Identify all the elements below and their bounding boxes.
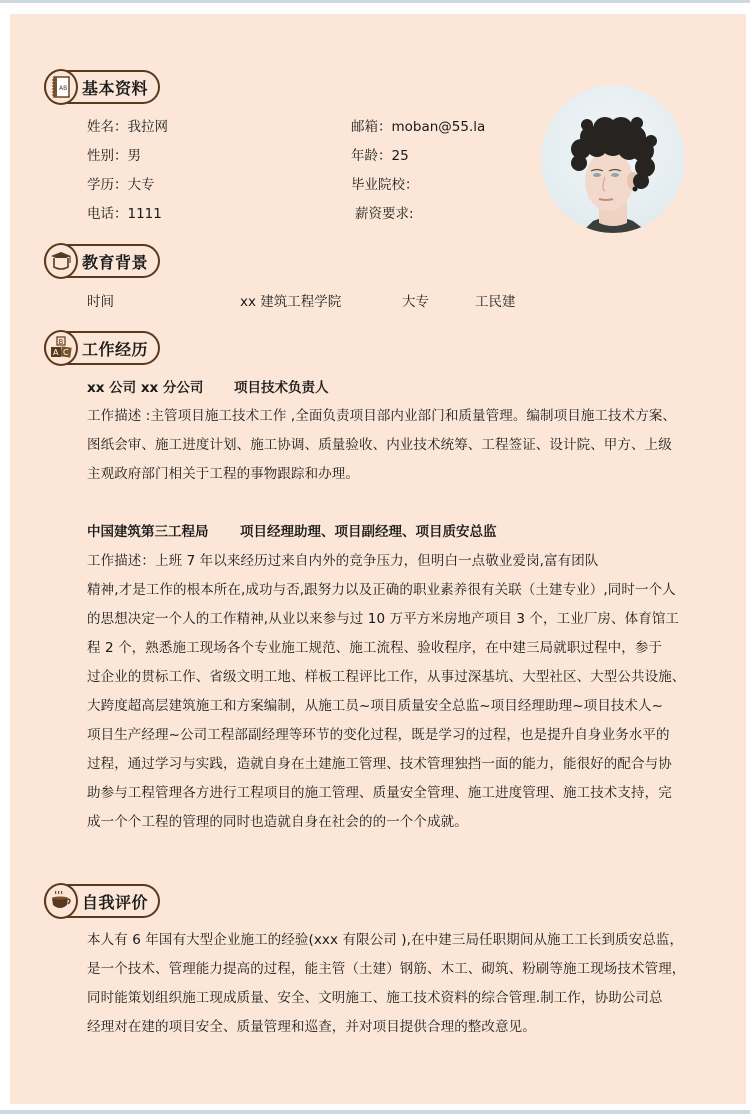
job-description-line: 程 2 个，熟悉施工现场各个专业施工规范、施工流程、验收程序，在中建三局就职过程中，参于 (87, 640, 663, 656)
job-description-line: 图纸会审、施工进度计划、施工协调、质量验收、内业技术统筹、工程签证、设计院、甲方、上级 (87, 437, 672, 453)
job-description-line: 大跨度超高层建筑施工和方案编制，从施工员~项目质量安全总监~项目经理助理~项目技术人~ (87, 698, 664, 714)
resume-page (10, 14, 746, 1104)
svg-text:AB: AB (58, 85, 68, 92)
education-school: xx 建筑工程学院 (240, 294, 342, 310)
job-description-line: 过程，通过学习与实践，造就自身在土建施工管理、技术管理独挡一面的能力，能很好的配合与协 (87, 756, 672, 772)
field-value: 大专 (127, 177, 155, 193)
field-value: 我拉网 (127, 119, 168, 135)
section-title-basic: 基本资料 (81, 78, 148, 98)
profile-photo (541, 85, 685, 233)
field-salary (355, 202, 414, 222)
education-degree: 大专 (402, 294, 429, 310)
job-description-line: 工作描述 :主管项目施工技术工作 ,全面负责项目部内业部门和质量管理。编制项目施工技术方案、 (87, 408, 677, 424)
coffee-cup-icon (44, 883, 78, 919)
field-label: 年龄： (351, 148, 392, 164)
field-school (351, 173, 419, 193)
field-label: 学历： (87, 177, 128, 193)
section-header-self-eval (44, 884, 160, 918)
job-description-line: 主观政府部门相关于工程的事物跟踪和办理。 (87, 466, 359, 482)
education-time: 时间 (87, 294, 114, 310)
svg-text:A: A (52, 348, 59, 357)
section-title-self-eval: 自我评价 (81, 892, 148, 912)
field-label: 性别： (87, 148, 128, 164)
job-company: xx 公司 xx 分公司 (87, 380, 204, 396)
field-label: 电话： (87, 206, 128, 222)
job-description-line: 精神,才是工作的根本所在,成功与否,跟努力以及正确的职业素养很有关联（土建专业）,同时一个人 (87, 582, 676, 598)
job-description-line: 项目生产经理~公司工程部副经理等环节的变化过程，既是学习的过程，也是提升自身业务水平的 (87, 727, 670, 743)
job-position: 项目经理助理、项目副经理、项目质安总监 (240, 524, 497, 540)
abc-blocks-icon (44, 330, 78, 366)
field-label: 毕业院校： (351, 177, 419, 193)
section-header-education (44, 244, 160, 278)
top-border (0, 0, 750, 3)
section-header-work (44, 331, 160, 365)
field-name (87, 115, 168, 135)
self-eval-line: 经理对在建的项目安全、质量管理和巡查，并对项目提供合理的整改意见。 (87, 1019, 536, 1035)
graduation-cap-icon (44, 243, 78, 279)
field-phone (87, 202, 162, 222)
field-value: 男 (127, 148, 141, 164)
job-description-line: 工作描述：上班 7 年以来经历过来自内外的竞争压力，但明白一点敬业爱岗,富有团队 (87, 553, 599, 569)
field-value: 1111 (127, 206, 162, 222)
field-age (351, 144, 409, 164)
field-email (351, 115, 485, 135)
self-eval-line: 本人有 6 年国有大型企业施工的经验(xxx 有限公司 ),在中建三局任职期间从施工工长到质安总监， (87, 932, 684, 948)
field-label: 姓名： (87, 119, 128, 135)
job-description-line: 成一个个工程的管理的同时也造就自身在社会的的一个个成就。 (87, 814, 468, 830)
field-label: 薪资要求: (355, 206, 414, 222)
field-label: 邮箱： (351, 119, 392, 135)
field-education (87, 173, 155, 193)
field-gender (87, 144, 141, 164)
job-position: 项目技术负责人 (234, 380, 329, 396)
self-eval-line: 是一个技术、管理能力提高的过程，能主管（土建）钢筋、木工、砌筑、粉刷等施工现场技术管理， (87, 961, 686, 977)
section-header-basic (44, 70, 160, 104)
svg-text:B: B (58, 338, 64, 346)
self-eval-line: 同时能策划组织施工现成质量、安全、文明施工、施工技术资料的综合管理.制工作，协助公司总 (87, 990, 663, 1006)
job-company: 中国建筑第三工程局 (87, 524, 209, 540)
job-description-line: 助参与工程管理各方进行工程项目的施工管理、质量安全管理、施工进度管理、施工技术支持，完 (87, 785, 672, 801)
svg-text:C: C (62, 348, 69, 357)
job-description-line: 的思想决定一个人的工作精神,从业以来参与过 10 万平方米房地产项目 3 个，工业厂房、体育馆工 (87, 611, 680, 627)
field-value: 25 (391, 148, 409, 164)
education-major: 工民建 (475, 294, 516, 310)
section-title-education: 教育背景 (81, 252, 148, 272)
section-title-work: 工作经历 (81, 339, 148, 359)
field-value: moban@55.la (391, 119, 486, 135)
bottom-border (0, 1110, 750, 1114)
address-book-icon (44, 69, 78, 105)
job-description-line: 过企业的贯标工作、省级文明工地、样板工程评比工作，从事过深基坑、大型社区、大型公共设施、 (87, 669, 686, 685)
